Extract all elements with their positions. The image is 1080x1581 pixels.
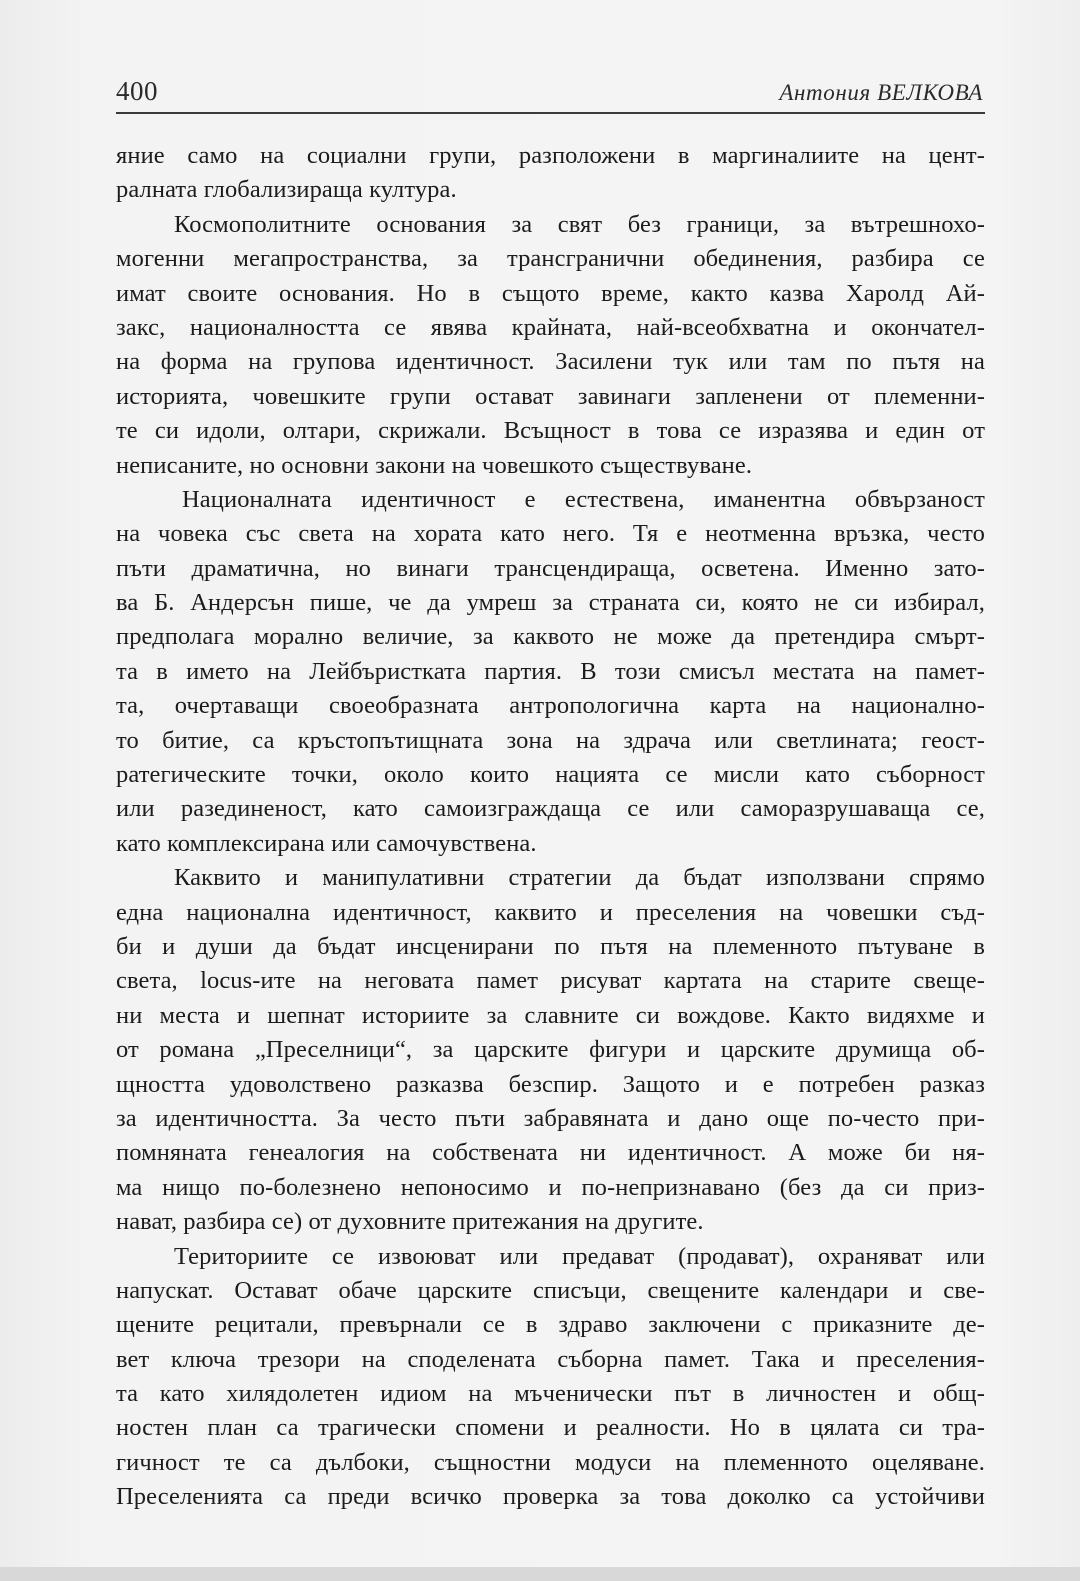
text-line: на форма на групова идентичност. Засилени тук или там по пътя на — [116, 348, 985, 376]
text-line: то битие, са кръстопътищната зона на здрача или светлината; геост- — [116, 726, 985, 754]
text-line: една национална идентичност, каквито и преселения на човешки съд- — [116, 898, 985, 926]
text-line: Преселенията са преди всичко проверка за това доколко са устойчиви — [116, 1483, 985, 1511]
paragraph-first-line: Каквито и манипулативни стратегии да бъдат използвани спрямо — [174, 864, 985, 892]
text-line: като комплексирана или самочувствена. — [116, 829, 537, 857]
text-line: ма нищо по-болезнено непоносимо и по-непризнавано (без да си приз- — [116, 1173, 985, 1201]
text-line: ни места и шепнат историите за славните си вождове. Както видяхме и — [116, 1001, 985, 1029]
paragraph-first-line: Космополитните основания за свят без граници, за вътрешнохо- — [174, 210, 985, 238]
text-line: ностен план са трагически спомени и реалности. Но в цялата си тра- — [116, 1414, 985, 1442]
text-line: щените рецитали, превърнали се в здраво заключени с приказните де- — [116, 1311, 985, 1339]
text-line: та, очертаващи своеобразната антропологична карта на национално- — [116, 692, 985, 720]
text-line: от романа „Преселници“, за царските фигури и царските друмища об- — [116, 1036, 985, 1064]
text-line: закс, националността се явява крайната, най-всеобхватна и окончател- — [116, 313, 985, 341]
page-header — [116, 72, 985, 114]
text-line: историята, човешките групи остават завинаги запленени от племенни- — [116, 382, 985, 410]
text-line: та като хилядолетен идиом на мъченически път в личностен и общ- — [116, 1380, 985, 1408]
text-line: яние само на социални групи, разположени в маргиналиите на цент- — [116, 142, 985, 169]
text-line: или разединеност, като самоизграждаща се или саморазрушаваща се, — [116, 795, 985, 823]
text-line: та в името на Лейбъристката партия. В този смисъл местата на памет- — [116, 657, 985, 685]
text-line: нават, разбира се) от духовните притежания на другите. — [116, 1208, 704, 1236]
text-line: ва Б. Андерсън пише, че да умреш за страната си, която не си избирал, — [116, 589, 985, 617]
text-line: имат своите основания. Но в същото време, както казва Харолд Ай- — [116, 279, 985, 307]
text-line: би и души да бъдат инсценирани по пътя на племенното пътуване в — [116, 932, 985, 960]
text-line: гичност те са дълбоки, същностни модуси на племенното оцеляване. — [116, 1448, 985, 1476]
running-head-author: Антония ВЕЛКОВА — [779, 80, 983, 105]
text-line: ралната глобализираща култура. — [116, 176, 457, 204]
page-number: 400 — [116, 76, 158, 106]
text-line: щността удоволствено разказва безспир. Защото и е потребен разказ — [116, 1070, 985, 1098]
text-line: света, locus-ите на неговата памет рисуват картата на старите свеще- — [116, 967, 985, 995]
text-line: те си идоли, олтари, скрижали. Всъщност в това се изразява и един от — [116, 417, 985, 445]
text-line: пъти драматична, но винаги трансцендираща, осветена. Именно зато- — [116, 554, 985, 582]
text-line: на човека със света на хората като него. Тя е неотменна връзка, често — [116, 520, 985, 548]
text-line: напускат. Остават обаче царските списъци, свещените календари и све- — [116, 1276, 985, 1304]
paragraph-first-line: Териториите се извоюват или предават (продават), охраняват или — [174, 1242, 985, 1270]
paragraph-first-line: Националната идентичност е естествена, иманентна обвързаност — [182, 485, 985, 513]
text-line: вет ключа трезори на споделената съборна памет. Така и преселения- — [116, 1345, 985, 1373]
text-line: могенни мегапространства, за трансгранични обединения, разбира се — [116, 245, 985, 273]
page-bottom-edge — [0, 1567, 1080, 1581]
text-line: ратегическите точки, около които нацията се мисли като съборност — [116, 761, 985, 789]
text-line: за идентичността. За често пъти забравяната и дано още по-често при- — [116, 1104, 985, 1132]
text-line: помняната генеалогия на собствената ни идентичност. А може би ня- — [116, 1139, 985, 1167]
body-text — [116, 139, 985, 1515]
text-line: предполага морално величие, за каквото не може да претендира смърт- — [116, 623, 985, 651]
text-line: неписаните, но основни закони на човешкото съществуване. — [116, 451, 753, 479]
